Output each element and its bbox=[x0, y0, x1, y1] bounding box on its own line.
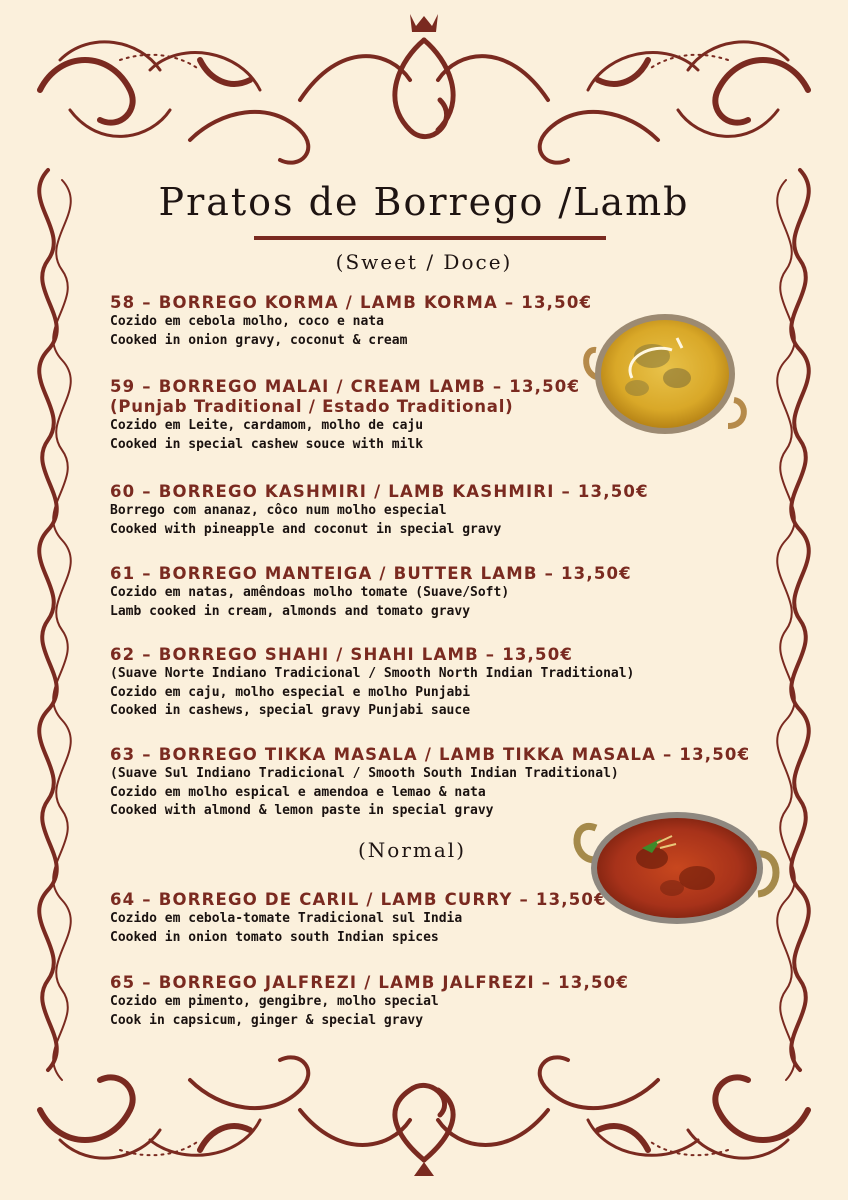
item-title: 63 – BORREGO TIKKA MASALA / LAMB TIKKA MASALA – 13,50€ bbox=[110, 745, 751, 764]
item-description-en: Lamb cooked in cream, almonds and tomato gravy bbox=[110, 603, 471, 619]
item-title: 59 – BORREGO MALAI / CREAM LAMB – 13,50€ bbox=[110, 377, 581, 396]
item-note: (Suave Sul Indiano Tradicional / Smooth South Indian Traditional) bbox=[110, 766, 619, 781]
item-description-pt: Cozido em natas, amêndoas molho tomate (Suave/Soft) bbox=[110, 585, 510, 600]
item-description-en: Cooked with almond & lemon paste in special gravy bbox=[110, 803, 494, 818]
item-description-pt: Cozido em molho espical e amendoa e lemao & nata bbox=[110, 784, 486, 800]
item-title: 58 – BORREGO KORMA / LAMB KORMA – 13,50€ bbox=[110, 293, 593, 312]
item-description-en: Cooked with pineapple and coconut in special gravy bbox=[110, 521, 502, 537]
page-title: Pratos de Borrego /Lamb bbox=[158, 180, 690, 224]
section-sweet-heading: (Sweet / Doce) bbox=[335, 250, 513, 274]
item-subtitle: (Punjab Traditional / Estado Traditional) bbox=[110, 397, 514, 416]
curry-dish-image bbox=[572, 808, 782, 928]
item-description-en: Cooked in onion tomato south Indian spices bbox=[110, 929, 439, 945]
item-description-en: Cooked in onion gravy, coconut & cream bbox=[110, 332, 408, 348]
menu-item-65 bbox=[110, 973, 770, 1030]
item-description-pt: Cozido em pimento, gengibre, molho special bbox=[110, 994, 439, 1009]
menu-item-61 bbox=[110, 564, 770, 621]
item-title: 65 – BORREGO JALFREZI / LAMB JALFREZI – 13,50€ bbox=[110, 973, 629, 992]
item-title: 61 – BORREGO MANTEIGA / BUTTER LAMB – 13,50€ bbox=[110, 564, 632, 583]
title-divider bbox=[254, 236, 606, 240]
item-title: 62 – BORREGO SHAHI / SHAHI LAMB – 13,50€ bbox=[110, 645, 574, 664]
item-description-en: Cooked in special cashew souce with milk bbox=[110, 436, 424, 452]
item-note: (Suave Norte Indiano Tradicional / Smooth North Indian Traditional) bbox=[110, 666, 635, 681]
menu-item-60 bbox=[110, 482, 770, 539]
item-description-pt: Borrego com ananaz, côco num molho especial bbox=[110, 503, 447, 518]
item-description-en: Cook in capsicum, ginger & special gravy bbox=[110, 1012, 424, 1028]
item-title: 64 – BORREGO DE CARIL / LAMB CURRY – 13,50€ bbox=[110, 890, 607, 909]
item-description-pt: Cozido em caju, molho especial e molho Punjabi bbox=[110, 684, 471, 700]
item-description-pt: Cozido em cebola-tomate Tradicional sul India bbox=[110, 911, 463, 926]
section-normal-heading: (Normal) bbox=[358, 838, 466, 862]
item-description-pt: Cozido em cebola molho, coco e nata bbox=[110, 314, 384, 329]
item-title: 60 – BORREGO KASHMIRI / LAMB KASHMIRI – 13,50€ bbox=[110, 482, 649, 501]
menu-item-62 bbox=[110, 645, 770, 721]
item-description-pt: Cozido em Leite, cardamom, molho de caju bbox=[110, 418, 424, 433]
item-description-en: Cooked in cashews, special gravy Punjabi sauce bbox=[110, 703, 471, 718]
korma-dish-image bbox=[582, 308, 748, 440]
